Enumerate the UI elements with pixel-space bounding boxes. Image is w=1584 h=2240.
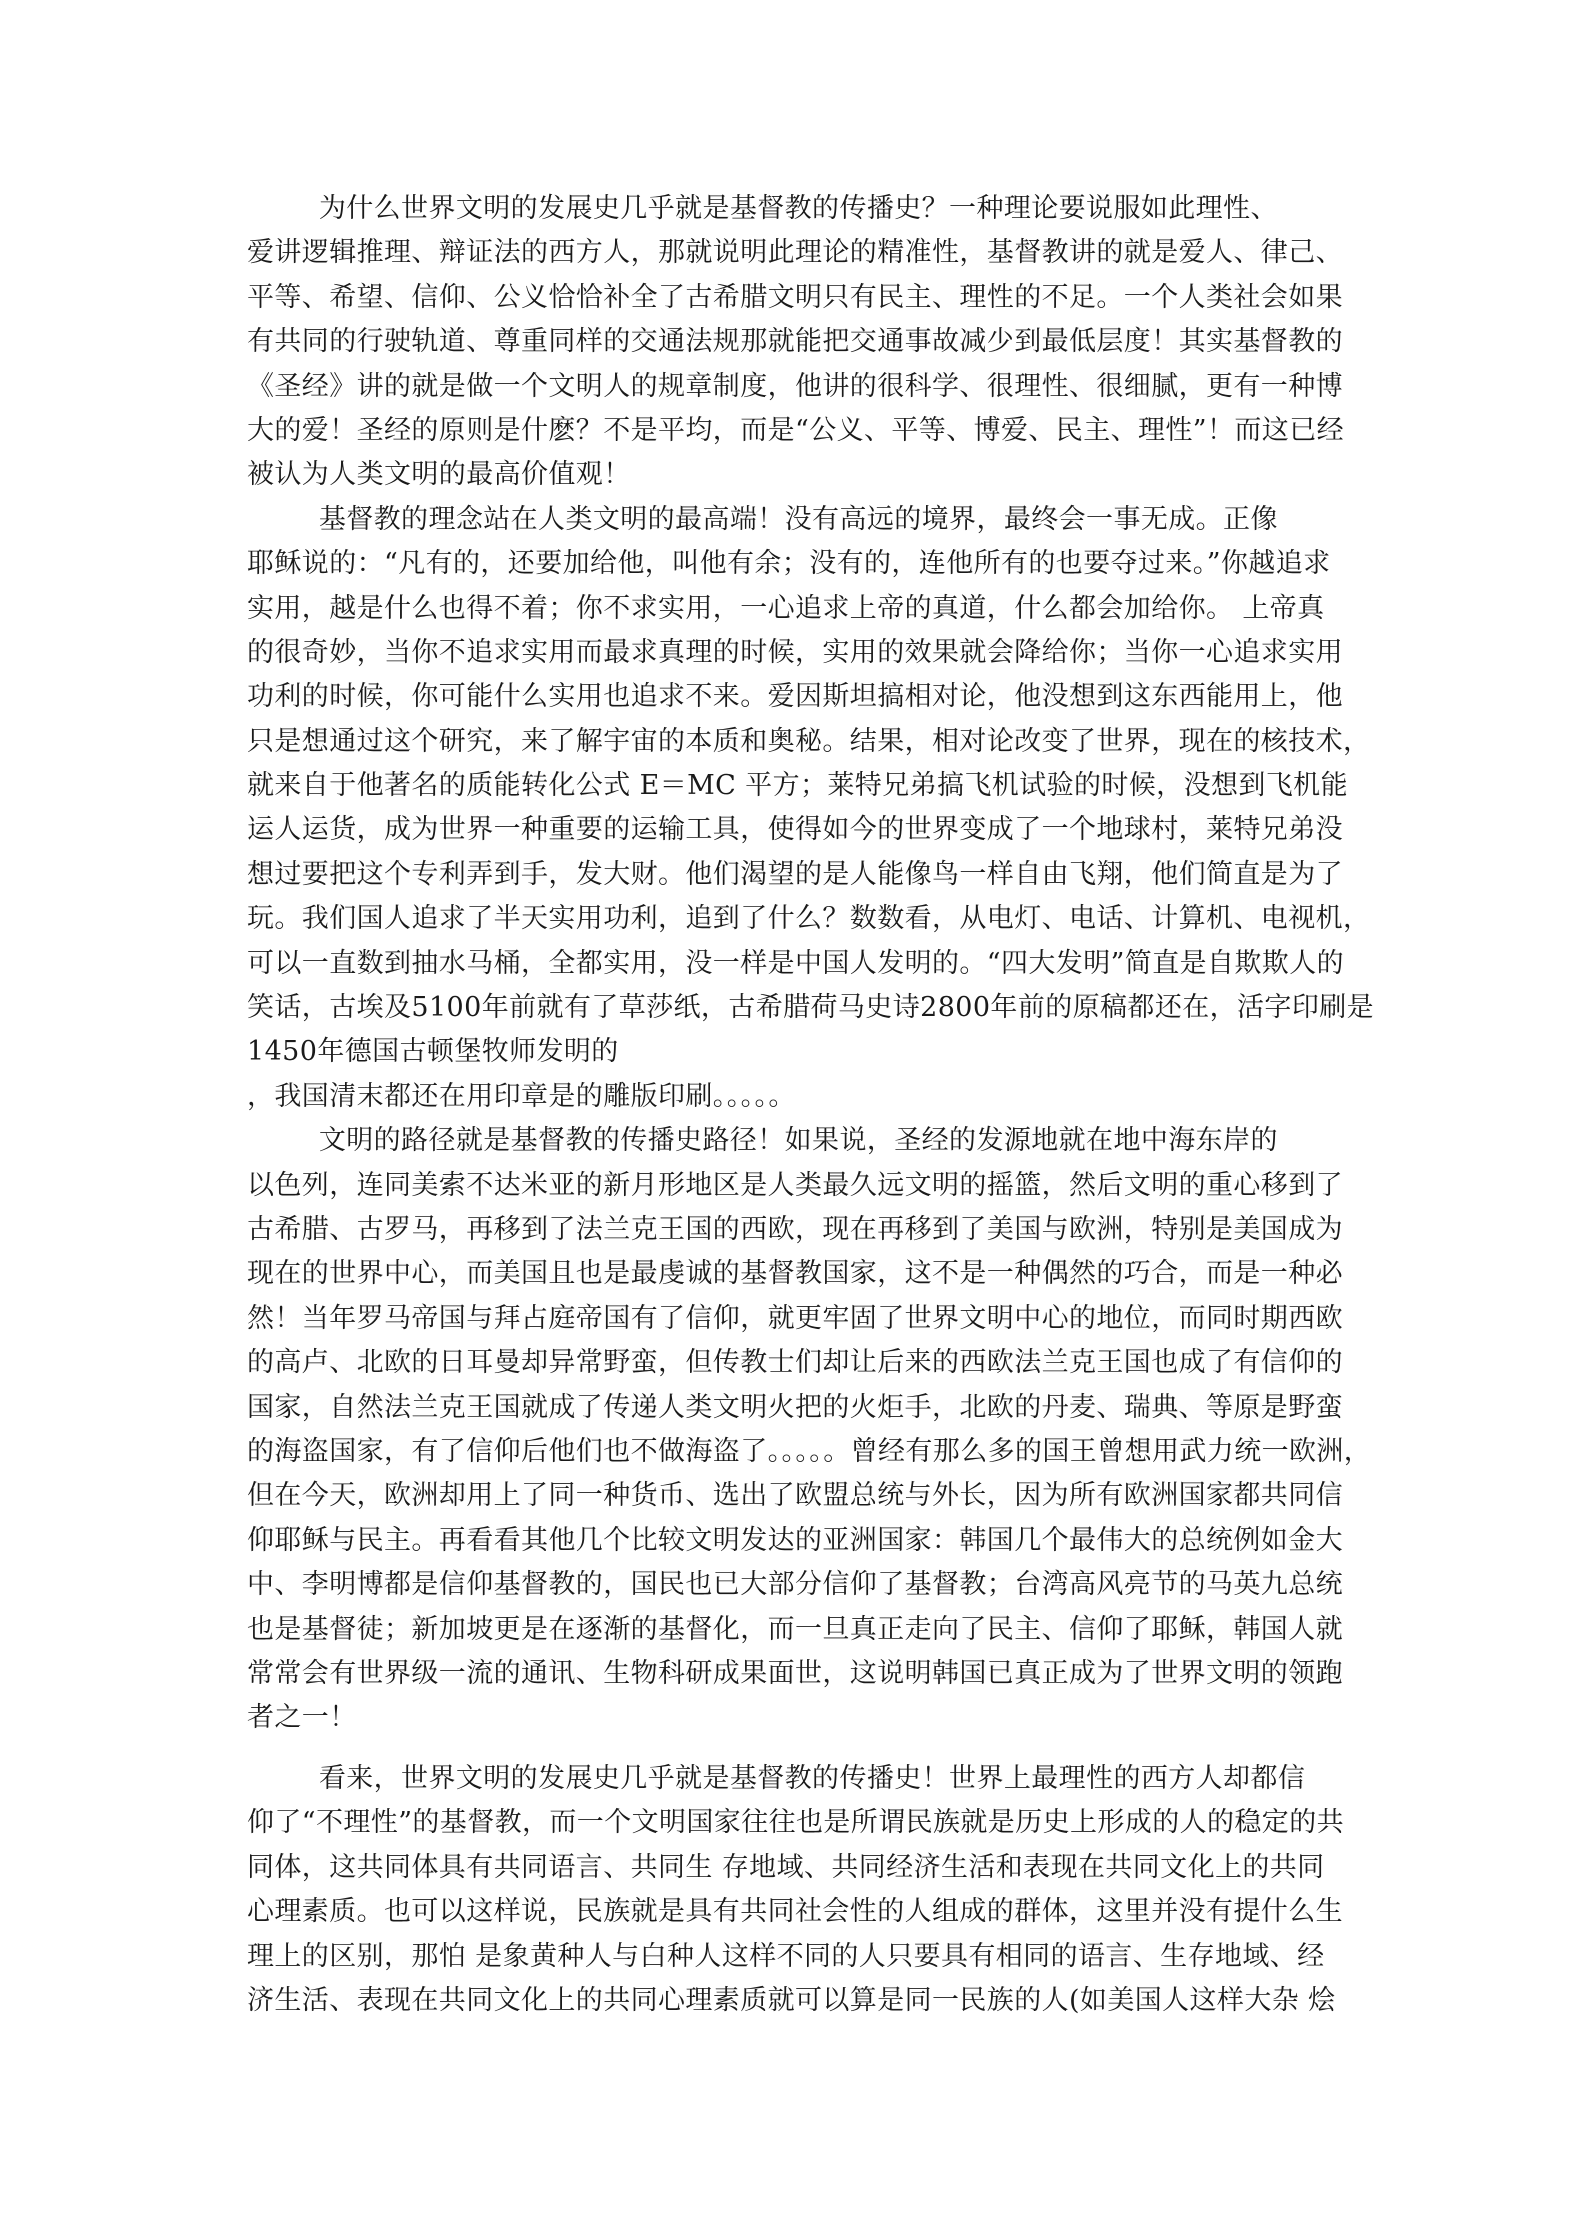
text-line: 然！当年罗马帝国与拜占庭帝国有了信仰，就更牢固了世界文明中心的地位，而同时期西欧 xyxy=(247,1302,1343,1334)
text-line: 仰了“不理性”的基督教，而一个文明国家往往也是所谓民族就是历史上形成的人的稳定的共 xyxy=(247,1807,1345,1839)
text-line: 平等、希望、信仰、公义恰恰补全了古希腊文明只有民主、理性的不足。一个人类社会如果 xyxy=(247,281,1343,313)
text-line: 者之一！ xyxy=(247,1702,357,1734)
text-line: 的很奇妙，当你不追求实用而最求真理的时候，实用的效果就会降给你；当你一心追求实用 xyxy=(247,636,1343,668)
text-line: 就来自于他著名的质能转化公式 E＝MC 平方；莱特兄弟搞飞机试验的时候，没想到飞机能 xyxy=(247,770,1348,802)
text-line: 文明的路径就是基督教的传播史路径！如果说，圣经的发源地就在地中海东岸的 xyxy=(247,1125,1278,1157)
body-text-block-1 xyxy=(247,187,1375,1741)
text-line: 基督教的理念站在人类文明的最高端！没有高远的境界，最终会一事无成。正像 xyxy=(247,503,1278,535)
text-line: 《圣经》讲的就是做一个文明人的规章制度，他讲的很科学、很理性、很细腻，更有一种博 xyxy=(247,370,1343,402)
text-line: 看来，世界文明的发展史几乎就是基督教的传播史！世界上最理性的西方人却都信 xyxy=(247,1763,1306,1794)
text-line: 耶稣说的：“凡有的，还要加给他，叫他有余；没有的，连他所有的也要夺过来。”你越追求 xyxy=(247,548,1331,580)
body-text-block-2 xyxy=(247,1757,1345,2023)
text-line: 运人运货，成为世界一种重要的运输工具，使得如今的世界变成了一个地球村，莱特兄弟没 xyxy=(247,814,1343,846)
text-line: 爱讲逻辑推理、辩证法的西方人，那就说明此理论的精准性，基督教讲的就是爱人、律己、 xyxy=(247,237,1343,269)
text-line: 功利的时候，你可能什么实用也追求不来。爱因斯坦搞相对论，他没想到这东西能用上，他 xyxy=(247,681,1343,713)
text-line: ，我国清末都还在用印章是的雕版印刷。。。。。 xyxy=(247,1080,796,1112)
text-line: 的海盗国家，有了信仰后他们也不做海盗了。。。。。曾经有那么多的国王曾想用武力统一欧洲， xyxy=(247,1435,1372,1467)
text-line: 被认为人类文明的最高价值观！ xyxy=(247,459,631,491)
text-line: 同体，这共同体具有共同语言、共同生 存地域、共同经济生活和表现在共同文化上的共同 xyxy=(247,1851,1325,1883)
text-line: 可以一直数到抽水马桶，全都实用，没一样是中国人发明的。“四大发明”简直是自欺欺人的 xyxy=(247,947,1345,979)
text-line: 以色列，连同美索不达米亚的新月形地区是人类最久远文明的摇篮，然后文明的重心移到了 xyxy=(247,1169,1343,1201)
text-line: 有共同的行驶轨道、尊重同样的交通法规那就能把交通事故减少到最低层度！其实基督教的 xyxy=(247,326,1343,358)
text-line: 常常会有世界级一流的通讯、生物科研成果面世，这说明韩国已真正成为了世界文明的领跑 xyxy=(247,1657,1343,1689)
text-line: 想过要把这个专利弄到手，发大财。他们渴望的是人能像鸟一样自由飞翔，他们简直是为了 xyxy=(247,858,1343,890)
text-line: 济生活、表现在共同文化上的共同心理素质就可以算是同一民族的人(如美国人这样大杂 烩 xyxy=(247,1984,1336,2016)
text-line: 只是想通过这个研究，来了解宇宙的本质和奥秘。结果，相对论改变了世界，现在的核技术， xyxy=(247,725,1371,757)
text-line: 现在的世界中心，而美国且也是最虔诚的基督教国家，这不是一种偶然的巧合，而是一种必 xyxy=(247,1258,1343,1290)
text-line: 为什么世界文明的发展史几乎就是基督教的传播史？一种理论要说服如此理性、 xyxy=(247,193,1278,224)
text-line: 1450年德国古顿堡牧师发明的 xyxy=(247,1036,619,1068)
text-line: 也是基督徒；新加坡更是在逐渐的基督化，而一旦真正走向了民主、信仰了耶稣，韩国人就 xyxy=(247,1613,1343,1645)
text-line: 但在今天，欧洲却用上了同一种货币、选出了欧盟总统与外长，因为所有欧洲国家都共同信 xyxy=(247,1480,1343,1512)
text-line: 实用，越是什么也得不着；你不求实用，一心追求上帝的真道，什么都会加给你。 上帝真 xyxy=(247,592,1325,624)
text-line: 国家，自然法兰克王国就成了传递人类文明火把的火炬手，北欧的丹麦、瑞典、等原是野蛮 xyxy=(247,1391,1343,1423)
text-line: 笑话，古埃及5100年前就有了草莎纸，古希腊荷马史诗2800年前的原稿都还在，活字印刷是 xyxy=(247,992,1375,1024)
text-line: 心理素质。也可以这样说，民族就是具有共同社会性的人组成的群体，这里并没有提什么生 xyxy=(247,1896,1343,1928)
text-line: 玩。我们国人追求了半天实用功利，追到了什么？数数看，从电灯、电话、计算机、电视机， xyxy=(247,903,1371,935)
text-line: 大的爱！圣经的原则是什麽？不是平均，而是“公义、平等、博爱、民主、理性”！而这已经 xyxy=(247,414,1345,446)
text-line: 中、李明博都是信仰基督教的，国民也已大部分信仰了基督教；台湾高风亮节的马英九总统 xyxy=(247,1569,1343,1601)
text-line: 理上的区别，那怕 是象黄种人与白种人这样不同的人只要具有相同的语言、生存地域、经 xyxy=(247,1940,1325,1972)
text-line: 古希腊、古罗马，再移到了法兰克王国的西欧，现在再移到了美国与欧洲，特别是美国成为 xyxy=(247,1213,1343,1245)
text-line: 的高卢、北欧的日耳曼却异常野蛮，但传教士们却让后来的西欧法兰克王国也成了有信仰的 xyxy=(247,1347,1343,1379)
text-line: 仰耶稣与民主。再看看其他几个比较文明发达的亚洲国家：韩国几个最伟大的总统例如金大 xyxy=(247,1524,1343,1556)
